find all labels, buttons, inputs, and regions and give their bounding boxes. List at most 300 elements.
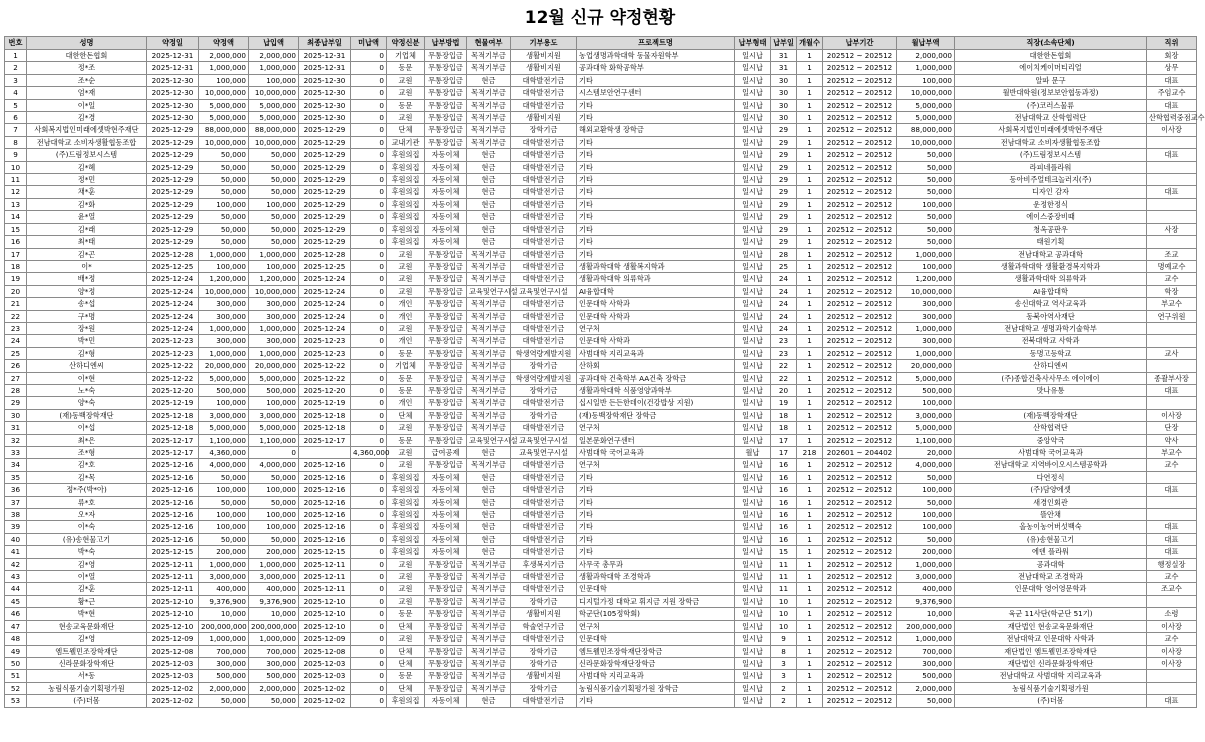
table-cell: 현금 [467,471,511,483]
table-cell: 100,000 [249,198,299,210]
table-cell: 대표 [1147,186,1197,198]
table-cell: 1,000,000 [897,558,955,570]
table-cell: 무통장입금 [425,459,467,471]
table-cell: 무통장입금 [425,360,467,372]
table-cell: 45 [5,595,27,607]
table-cell: 2,000,000 [897,682,955,694]
table-cell: 1 [797,298,823,310]
table-row [5,273,1197,285]
table-cell: 24 [771,298,797,310]
table-cell: 대학발전기금 [511,310,577,322]
table-cell: 농림식품기술기획평가원 [27,682,147,694]
table-cell: 알파 문구 [955,74,1147,86]
table-cell: 1 [797,422,823,434]
table-cell: 이사장 [1147,620,1197,632]
table-cell: 무통장입금 [425,558,467,570]
table-cell: 6 [5,112,27,124]
table-body [5,50,1205,708]
table-cell: 목적기부금 [467,384,511,396]
table-cell: 202512 ~ 202512 [823,620,897,632]
table-cell: 생활과학대학 식품영양과학부 [577,384,735,396]
table-cell: 조교 [1147,248,1197,260]
table-cell: 1,000,000 [249,322,299,334]
table-cell: 202512 ~ 202512 [823,236,897,248]
table-cell: (주)더몸 [955,695,1147,707]
table-cell: 2025-12-24 [299,298,351,310]
table-cell: 0 [351,248,387,260]
table-cell: 대학발전기금 [511,260,577,272]
table-cell: 17 [5,248,27,260]
table-cell: 2025-12-29 [147,186,199,198]
table-cell: 10,000,000 [897,87,955,99]
table-cell: 대표 [1147,99,1197,111]
table-cell: 1 [797,484,823,496]
table-cell: 50,000 [199,149,249,161]
table-cell: 일시납 [735,360,771,372]
table-cell: 일시납 [735,422,771,434]
table-cell: 200,000 [199,546,249,558]
table-cell: 목적기부금 [467,583,511,595]
table-cell: 단체 [387,124,425,136]
table-cell: 무통장입금 [425,583,467,595]
table-cell: 50,000 [199,174,249,186]
table-cell: 15 [771,546,797,558]
table-cell: 2025-12-11 [147,571,199,583]
table-cell: 0 [351,533,387,545]
table-cell: 10,000,000 [897,136,955,148]
table-cell: 29 [5,397,27,409]
table-cell: 202512 ~ 202512 [823,558,897,570]
table-cell: 해외교환학생 장학금 [577,124,735,136]
table-cell: 200,000,000 [199,620,249,632]
table-cell: 무통장입금 [425,384,467,396]
table-cell: 2025-12-23 [299,335,351,347]
table-row [5,124,1197,136]
table-cell: 무통장입금 [425,99,467,111]
table-cell: 월납 [735,447,771,459]
table-row [5,360,1197,372]
table-cell: 자동이체 [425,546,467,558]
table-cell: 202512 ~ 202512 [823,223,897,235]
table-cell: 1,000,000 [249,62,299,74]
table-cell: 1 [797,87,823,99]
table-cell: 자동이체 [425,186,467,198]
table-cell: 이사장 [1147,645,1197,657]
table-cell: 기타 [577,471,735,483]
table-cell: 신라문화장학재단장학금 [577,657,735,669]
table-cell: 23 [771,335,797,347]
table-cell: 후원의집 [387,223,425,235]
table-cell: 18 [5,260,27,272]
table-cell: 구*명 [27,310,147,322]
table-cell: 202512 ~ 202512 [823,62,897,74]
table-cell: 50,000 [199,161,249,173]
table-cell: 30 [771,112,797,124]
table-row [5,136,1197,148]
table-cell: 2025-12-16 [147,496,199,508]
table-cell: 대학발전기금 [511,484,577,496]
table-cell: 목적기부금 [467,620,511,632]
table-cell: 10 [771,608,797,620]
table-cell: 0 [351,360,387,372]
table-cell: 5,000,000 [199,372,249,384]
table-cell: 현금 [467,211,511,223]
table-cell: 현금 [467,496,511,508]
table-cell: 무통장입금 [425,670,467,682]
table-cell: 20,000,000 [199,360,249,372]
table-cell: 300,000 [897,298,955,310]
table-cell: 2025-12-02 [147,682,199,694]
table-cell: 윤*열 [27,211,147,223]
table-cell: 대표 [1147,74,1197,86]
table-cell: 동아비주얼테크놀러지(주) [955,174,1147,186]
table-cell: 2025-12-08 [147,645,199,657]
table-cell: 생활비지원 [511,608,577,620]
table-cell: 3 [5,74,27,86]
table-cell: 새경인회관 [955,496,1147,508]
table-cell: 대학발전기금 [511,422,577,434]
table-cell: 2025-12-18 [299,409,351,421]
table-cell: 21 [5,298,27,310]
table-cell: 16 [771,509,797,521]
table-cell: 교육및연구시설 [511,285,577,297]
table-cell: 1 [797,633,823,645]
table-cell: 장학기금 [511,657,577,669]
table-cell: 202512 ~ 202512 [823,248,897,260]
table-cell: 53 [5,695,27,707]
table-cell: 생활과학대학 조경학과 [577,571,735,583]
table-cell: 동문 [387,384,425,396]
table-cell: 대학발전기금 [511,533,577,545]
table-cell: 교원 [387,459,425,471]
table-cell: 1 [797,198,823,210]
table-cell: 장학기금 [511,595,577,607]
table-cell: 교원 [387,260,425,272]
table-cell: 단체 [387,620,425,632]
table-cell: 2025-12-10 [299,620,351,632]
table-cell: 25 [771,260,797,272]
table-cell: 2025-12-30 [147,99,199,111]
table-cell: 2025-12-16 [147,484,199,496]
table-cell: 재단법인 엠트웰민조장학재단 [955,645,1147,657]
table-cell: 20,000,000 [897,360,955,372]
table-row [5,471,1197,483]
table-cell: 학술연구기금 [511,620,577,632]
table-cell: 2025-12-11 [147,558,199,570]
table-cell: 엄*재 [27,87,147,99]
table-cell: 대학발전기금 [511,149,577,161]
table-cell: 5,000,000 [249,112,299,124]
column-header: 납부방법 [425,37,467,50]
table-cell: 202512 ~ 202512 [823,484,897,496]
table-cell: 동문 [387,99,425,111]
table-cell: 7 [5,124,27,136]
table-cell: 현금 [467,149,511,161]
table-cell: 24 [5,335,27,347]
table-cell: 일시납 [735,546,771,558]
table-cell: 공과대학 화학공학부 [577,62,735,74]
table-cell: 28 [5,384,27,396]
table-cell: 30 [5,409,27,421]
table-cell: 목적기부금 [467,99,511,111]
table-cell: 32 [5,434,27,446]
table-cell: 자동이체 [425,521,467,533]
table-cell: 동문 [387,372,425,384]
table-cell: 대학발전기금 [511,223,577,235]
table-cell: 9,376,900 [199,595,249,607]
table-cell: 100,000 [199,397,249,409]
table-cell: 오*자 [27,509,147,521]
table-cell: 202512 ~ 202512 [823,198,897,210]
table-cell: 김*훈 [27,583,147,595]
table-cell: 51 [5,670,27,682]
table-cell: 1,000,000 [249,347,299,359]
table-cell: 2025-12-11 [299,571,351,583]
table-cell: 이사장 [1147,657,1197,669]
table-cell: 단체 [387,682,425,694]
table-cell: 박*현 [27,608,147,620]
table-cell: 24 [771,310,797,322]
table-cell: 일시납 [735,509,771,521]
table-cell: 0 [351,670,387,682]
table-cell: 이*일 [27,99,147,111]
table-cell: 동문 [387,62,425,74]
table-cell: 0 [351,682,387,694]
table-cell: 후원의집 [387,211,425,223]
table-cell: 37 [5,496,27,508]
table-cell: 목적기부금 [467,682,511,694]
table-cell: 10,000,000 [199,285,249,297]
table-cell [1147,136,1197,148]
table-cell: 500,000 [897,384,955,396]
table-cell: 4 [5,87,27,99]
table-row [5,459,1197,471]
table-cell: 500,000 [249,384,299,396]
table-cell: 에이스중장비때 [955,211,1147,223]
table-cell: 일시납 [735,633,771,645]
table-cell: 무통장입금 [425,87,467,99]
table-cell: 1,000,000 [897,347,955,359]
table-cell: 사회복지법인미래에셋박현주재단 [955,124,1147,136]
table-cell [1147,471,1197,483]
table-cell: 1 [797,459,823,471]
table-cell: 5,000,000 [897,372,955,384]
table-cell: 대학발전기금 [511,198,577,210]
table-cell: 1,100,000 [897,434,955,446]
table-cell: 2025-12-03 [299,657,351,669]
table-cell: 16 [771,496,797,508]
table-cell: 0 [351,521,387,533]
table-cell: 일시납 [735,620,771,632]
column-header: 개월수 [797,37,823,50]
table-cell: 2025-12-23 [147,335,199,347]
table-cell: 29 [771,211,797,223]
table-cell: 대학발전기금 [511,509,577,521]
table-cell: 무통장입금 [425,608,467,620]
table-cell: 개인 [387,335,425,347]
table-cell: 동북아역사재단 [955,310,1147,322]
table-cell: 1 [797,583,823,595]
table-cell: 2,000,000 [897,50,955,62]
table-cell: 300,000 [199,335,249,347]
table-cell: 2025-12-18 [147,409,199,421]
table-cell: 전남대학교 공과대학 [955,248,1147,260]
table-cell: 50,000 [249,211,299,223]
table-cell: 2025-12-23 [299,347,351,359]
table-cell: 11 [771,571,797,583]
table-cell: 202512 ~ 202512 [823,136,897,148]
table-cell: 대학발전기금 [511,322,577,334]
table-cell: 부교수 [1147,298,1197,310]
table-cell: 디자인 감자 [955,186,1147,198]
table-cell [1147,198,1197,210]
table-cell: 산하디엔씨 [955,360,1147,372]
table-cell: 월반대학원(정보보안협동과정) [955,87,1147,99]
table-cell: 1 [797,558,823,570]
table-cell: 조교수 [1147,583,1197,595]
table-cell: 단체 [387,657,425,669]
table-cell: 에덴 플라워 [955,546,1147,558]
table-cell: 2025-12-31 [299,50,351,62]
table-cell: 대학발전기금 [511,136,577,148]
table-cell: 100,000 [897,198,955,210]
table-cell: 대학발전기금 [511,583,577,595]
table-cell: 47 [5,620,27,632]
table-cell: 300,000 [897,335,955,347]
table-cell: 후원의집 [387,149,425,161]
table-cell: 일시납 [735,484,771,496]
table-cell: 목적기부금 [467,62,511,74]
table-row [5,248,1197,260]
table-cell: 김*래 [27,223,147,235]
table-cell: 0 [351,657,387,669]
table-cell: 11 [771,583,797,595]
table-cell: 1,000,000 [897,633,955,645]
table-cell: 현금 [467,198,511,210]
table-cell: 0 [249,447,299,459]
table-cell: 기타 [577,136,735,148]
table-cell: 목적기부금 [467,571,511,583]
table-cell: 인문대학 사학과 [577,298,735,310]
table-cell: 0 [351,620,387,632]
table-cell: 2025-12-24 [147,273,199,285]
table-cell: 연구처 [577,459,735,471]
table-cell: 무통장입금 [425,682,467,694]
table-cell: 4,000,000 [249,459,299,471]
table-cell: 50,000 [897,471,955,483]
table-cell: 26 [5,360,27,372]
table-cell: 2025-12-16 [299,521,351,533]
table-cell: 1 [797,645,823,657]
table-cell: 1,000,000 [199,62,249,74]
table-cell: 전남대학교 인문대학 사학과 [955,633,1147,645]
table-row [5,186,1197,198]
table-cell: 2025-12-09 [299,633,351,645]
table-cell: 1,000,000 [199,633,249,645]
table-cell: 202512 ~ 202512 [823,310,897,322]
table-cell: 700,000 [249,645,299,657]
table-cell: 30 [771,87,797,99]
table-cell: 2025-12-19 [299,397,351,409]
table-cell: 대학발전기금 [511,248,577,260]
table-cell: 1 [797,595,823,607]
table-cell: 202512 ~ 202512 [823,298,897,310]
table-cell: 50,000 [897,533,955,545]
table-cell: 정*조 [27,62,147,74]
table-cell: 무통장입금 [425,112,467,124]
table-cell: 2025-12-25 [299,260,351,272]
table-cell: 1 [797,99,823,111]
table-cell: 2025-12-22 [299,372,351,384]
table-cell: 전남대학교 산학협력단 [955,112,1147,124]
table-cell: 2025-12-29 [299,149,351,161]
table-cell: 생활비지원 [511,62,577,74]
table-cell: 2025-12-16 [147,521,199,533]
table-cell: 300,000 [249,298,299,310]
table-cell: 2025-12-24 [147,298,199,310]
table-cell: 대학발전기금 [511,161,577,173]
table-cell: 육군 11사단(학군단 51기) [955,608,1147,620]
table-cell: 일시납 [735,583,771,595]
table-cell: 1 [797,186,823,198]
table-row [5,223,1197,235]
table-row [5,633,1197,645]
table-cell: 조*형 [27,447,147,459]
table-cell: 일시납 [735,298,771,310]
table-cell: 0 [351,186,387,198]
table-cell: 0 [351,347,387,359]
table-cell: 전남대학교 소비자생활협동조합 [955,136,1147,148]
table-cell: 후원의집 [387,695,425,707]
table-cell: 0 [351,496,387,508]
table-cell: 0 [351,484,387,496]
table-cell: 2025-12-22 [147,372,199,384]
table-cell: 1 [797,161,823,173]
table-cell: 양*정 [27,285,147,297]
table-cell: 일시납 [735,645,771,657]
table-cell: 202512 ~ 202512 [823,372,897,384]
table-cell: 0 [351,558,387,570]
table-cell: 운정한정식 [955,198,1147,210]
table-cell: 김*혜 [27,161,147,173]
table-cell: 일시납 [735,409,771,421]
table-row [5,571,1197,583]
table-cell: 3 [771,670,797,682]
table-cell: 1 [797,695,823,707]
table-cell: 5 [5,99,27,111]
column-header: 번호 [5,37,27,50]
table-cell: 양*숙 [27,397,147,409]
table-cell: 단체 [387,409,425,421]
table-cell: 목적기부금 [467,372,511,384]
table-cell: 무통장입금 [425,322,467,334]
table-cell: 공과대학 건축학부 AA건축 장학금 [577,372,735,384]
table-cell [299,447,351,459]
table-cell: 사범대학 지리교육과 [577,347,735,359]
table-cell: 엠트웰민조장학재단 [27,645,147,657]
table-cell: 23 [5,322,27,334]
table-cell: 교원 [387,447,425,459]
table-cell: 202512 ~ 202512 [823,409,897,421]
table-cell: 0 [351,608,387,620]
table-cell: 2025-12-10 [299,608,351,620]
table-cell: 0 [351,397,387,409]
table-cell: 35 [5,471,27,483]
table-cell: 자동이체 [425,211,467,223]
table-cell: 현금 [467,546,511,558]
table-row [5,372,1197,384]
table-cell: 대학발전기금 [511,273,577,285]
